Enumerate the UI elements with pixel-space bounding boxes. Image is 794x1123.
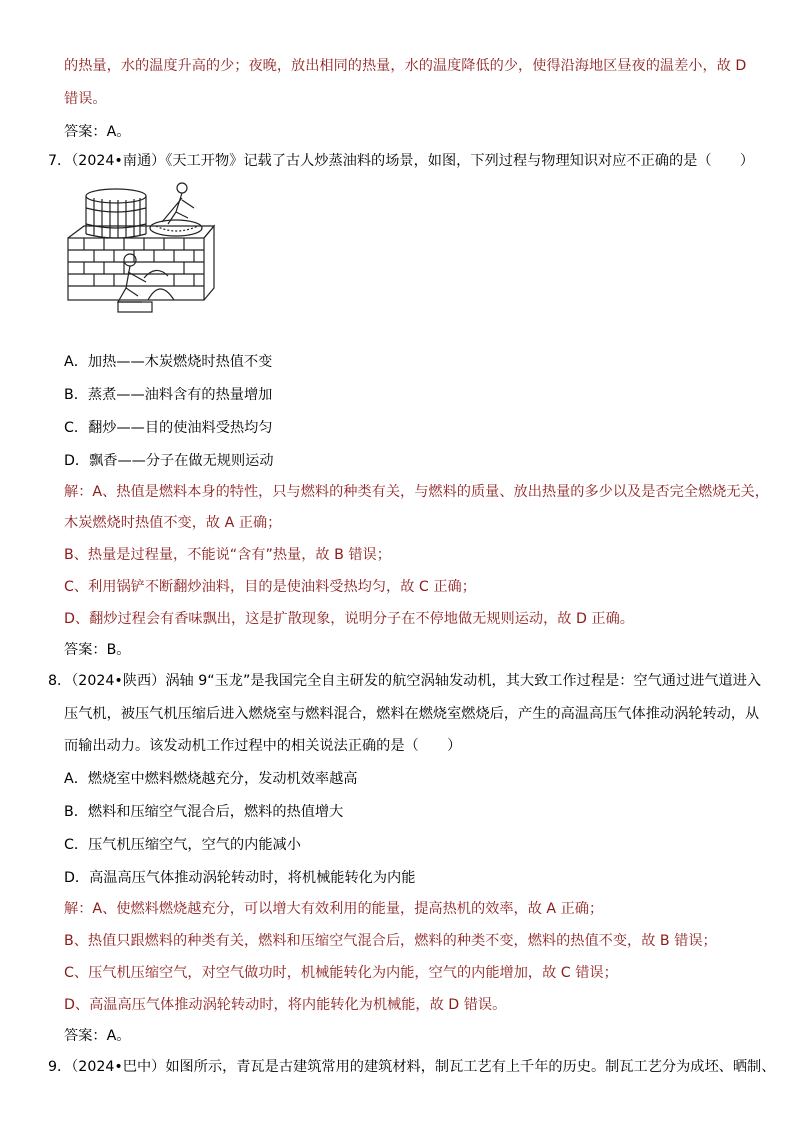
question-8-stem: 8．（2024•陕西）涡轴 9“玉龙”是我国完全自主研发的航空涡轴发动机，其大致工作过程是：空气通过进气道进入 bbox=[48, 673, 762, 689]
question-8-option-b: B．燃料和压缩空气混合后，燃料的热值增大 bbox=[64, 804, 344, 820]
question-8-solution-line: 解：A、使燃料燃烧越充分，可以增大有效利用的能量，提高热机的效率，故 A 正确； bbox=[64, 901, 604, 917]
question-7-option-c: C．翻炒——目的使油料受热均匀 bbox=[64, 420, 273, 436]
question-7-solution-line: 木炭燃烧时热值不变，故 A 正确； bbox=[64, 515, 282, 531]
question-7-option-d: D．飘香——分子在做无规则运动 bbox=[64, 453, 274, 469]
question-8-stem: 而输出动力。该发动机工作过程中的相关说法正确的是（ ） bbox=[64, 738, 462, 754]
question-8-option-a: A．燃烧室中燃料燃烧越充分，发动机效率越高 bbox=[64, 771, 358, 787]
question-7-solution-line: 解：A、热值是燃料本身的特性，只与燃料的种类有关，与燃料的质量、放出热量的多少以及是否完全燃烧无关， bbox=[64, 484, 769, 500]
question-8-solution-line: C、压气机压缩空气，对空气做功时，机械能转化为内能，空气的内能增加，故 C 错误； bbox=[64, 965, 618, 981]
solution-line: 错误。 bbox=[64, 91, 107, 107]
question-7-solution-line: D、翻炒过程会有香味飘出，这是扩散现象，说明分子在不停地做无规则运动，故 D 正确。 bbox=[64, 611, 634, 627]
question-7-option-b: B．蒸煮——油料含有的热量增加 bbox=[64, 387, 273, 403]
question-9-stem: 9．（2024•巴中）如图所示，青瓦是古建筑常用的建筑材料，制瓦工艺有上千年的历史。制瓦工艺分为成坯、晒制、 bbox=[48, 1059, 776, 1075]
solution-line: 的热量，水的温度升高的少；夜晚，放出相同的热量，水的温度降低的少，使得沿海地区昼夜的温差小，故 D bbox=[64, 58, 747, 74]
ancient-oil-frying-illustration bbox=[64, 178, 224, 338]
question-8-answer: 答案：A。 bbox=[64, 1028, 131, 1044]
question-7-stem: 7．（2024•南通）《天工开物》记载了古人炒蒸油料的场景，如图，下列过程与物理知识对应不正确的是（ ） bbox=[48, 153, 755, 169]
question-7-solution-line: C、利用锅铲不断翻炒油料，目的是使油料受热均匀，故 C 正确； bbox=[64, 579, 476, 595]
question-8-solution-line: D、高温高压气体推动涡轮转动时，将内能转化为机械能，故 D 错误。 bbox=[64, 997, 507, 1013]
question-7-solution-line: B、热量是过程量，不能说“含有”热量，故 B 错误； bbox=[64, 547, 391, 563]
question-8-stem: 压气机，被压气机压缩后进入燃烧室与燃料混合，燃料在燃烧室燃烧后，产生的高温高压气体推动涡轮转动，从 bbox=[64, 706, 760, 722]
question-7-answer: 答案：B。 bbox=[64, 642, 131, 658]
answer-line: 答案：A。 bbox=[64, 124, 131, 140]
question-7-option-a: A．加热——木炭燃烧时热值不变 bbox=[64, 354, 273, 370]
question-8-option-c: C．压气机压缩空气，空气的内能减小 bbox=[64, 837, 301, 853]
question-8-option-d: D．高温高压气体推动涡轮转动时，将机械能转化为内能 bbox=[64, 870, 416, 886]
question-8-solution-line: B、热值只跟燃料的种类有关，燃料和压缩空气混合后，燃料的种类不变，燃料的热值不变，故 B 错误； bbox=[64, 933, 717, 949]
